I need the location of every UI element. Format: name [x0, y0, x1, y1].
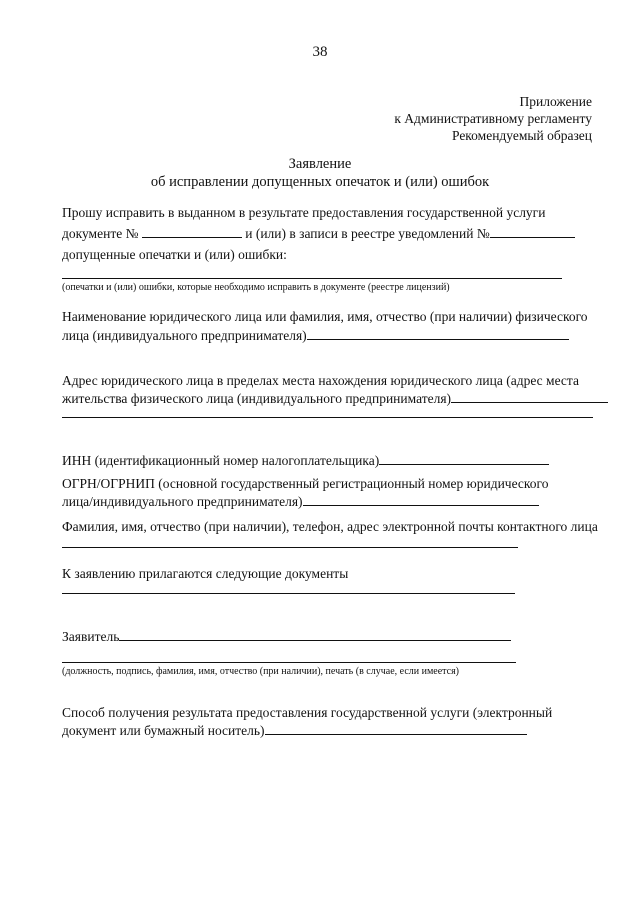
applicant-label: Заявитель: [62, 629, 120, 644]
method-label-line1: Способ получения результата предоставления государственной услуги (электронный: [62, 705, 553, 720]
request-text: Прошу исправить в выданном в результате предоставления государственной услуги: [62, 205, 546, 220]
page-number: 38: [312, 44, 328, 60]
name-label-line2: лица (индивидуального предпринимателя): [62, 328, 307, 343]
address-row: [62, 390, 608, 407]
contact-field[interactable]: [62, 547, 518, 548]
applicant-signature-field[interactable]: [62, 662, 516, 663]
ogrn-row: [62, 493, 539, 510]
applicant-row: [62, 628, 511, 645]
applicant-field[interactable]: [119, 628, 511, 641]
contact-label: Фамилия, имя, отчество (при наличии), телефон, адрес электронной почты контактного лица: [62, 519, 598, 534]
inn-row: [62, 452, 549, 469]
method-field[interactable]: [265, 722, 527, 735]
name-row: [62, 327, 569, 344]
name-field[interactable]: [307, 327, 569, 340]
ogrn-label-line2: лица/индивидуального предпринимателя): [62, 494, 303, 509]
address-label-line1: Адрес юридического лица в пределах места нахождения юридического лица (адрес места: [62, 373, 579, 388]
registry-number-label: и (или) в записи в реестре уведомлений №: [245, 226, 490, 241]
applicant-hint: (должность, подпись, фамилия, имя, отчество (при наличии), печать (в случае, если имеется): [62, 666, 460, 677]
appendix-label: Приложение: [519, 94, 592, 109]
errors-field[interactable]: [62, 278, 562, 279]
inn-label: ИНН (идентификационный номер налогоплательщика): [62, 453, 380, 468]
method-label-line2: документ или бумажный носитель): [62, 723, 265, 738]
document-subtitle: об исправлении допущенных опечаток и (или) ошибок: [150, 174, 490, 190]
document-number-field[interactable]: [142, 225, 242, 238]
attachments-label: К заявлению прилагаются следующие документы: [62, 566, 349, 581]
name-label-line1: Наименование юридического лица или фамилия, имя, отчество (при наличии) физического: [62, 309, 588, 324]
errors-hint: (опечатки и (или) ошибки, которые необходимо исправить в документе (реестре лицензий): [62, 282, 450, 293]
sample-label: Рекомендуемый образец: [451, 128, 592, 143]
method-row: [62, 722, 527, 739]
ogrn-field[interactable]: [303, 493, 539, 506]
ogrn-label-line1: ОГРН/ОГРНИП (основной государственный регистрационный номер юридического: [62, 476, 549, 491]
document-title: Заявление: [288, 156, 352, 172]
regulation-reference: к Административному регламенту: [394, 111, 592, 126]
inn-field[interactable]: [379, 452, 549, 465]
address-field[interactable]: [451, 390, 608, 403]
address-field-extra[interactable]: [62, 417, 593, 418]
registry-number-field[interactable]: [490, 225, 575, 238]
document-number-row: [62, 225, 575, 242]
document-number-label: документе №: [62, 226, 139, 241]
errors-label: допущенные опечатки и (или) ошибки:: [62, 247, 287, 262]
attachments-field[interactable]: [62, 593, 515, 594]
address-label-line2: жительства физического лица (индивидуального предпринимателя): [62, 391, 452, 406]
